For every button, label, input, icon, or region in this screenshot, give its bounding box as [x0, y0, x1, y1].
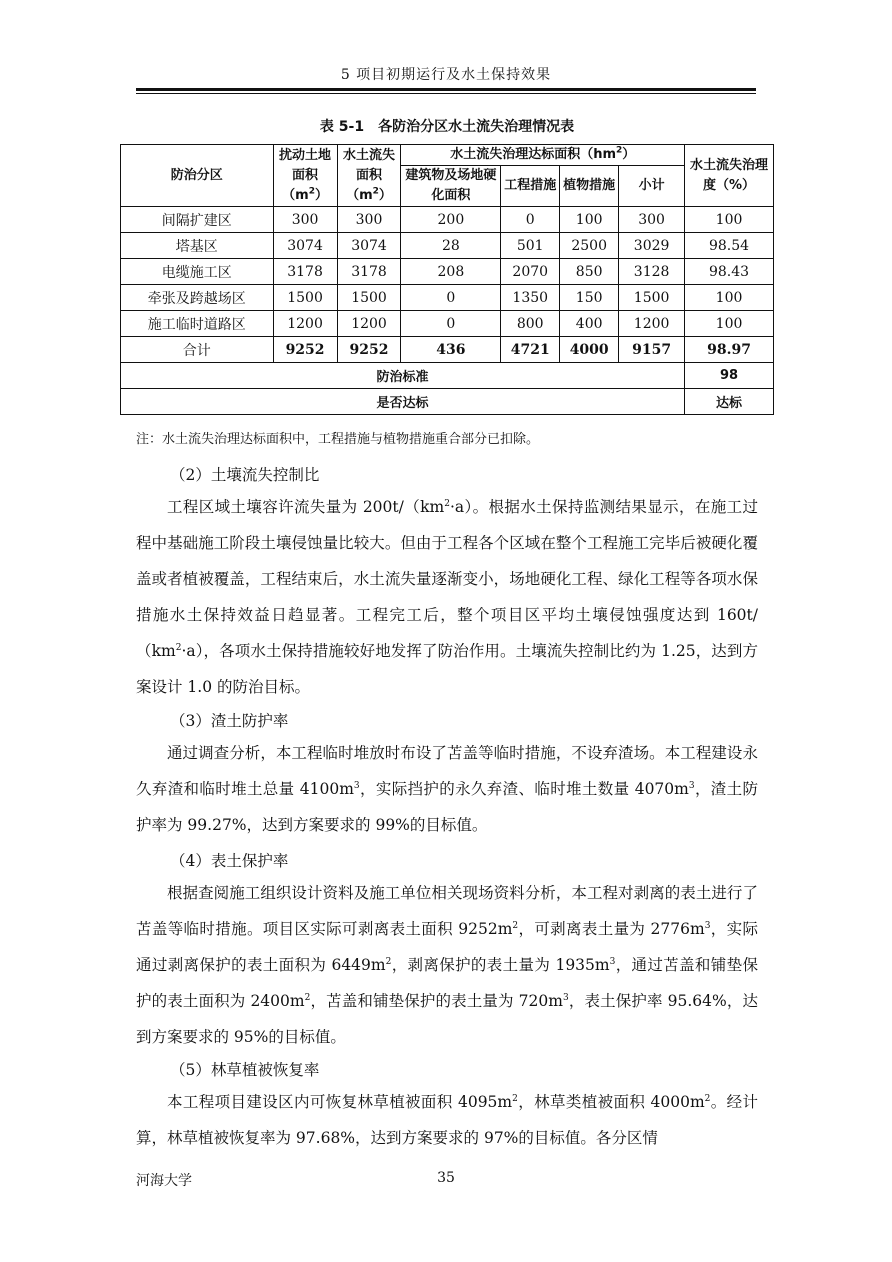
cell-disturbed: 9252 [273, 337, 337, 363]
cell-subtotal: 300 [619, 207, 685, 233]
cell-building: 0 [401, 311, 501, 337]
section-4-heading: （4）表土保护率 [170, 852, 289, 870]
cell-building: 200 [401, 207, 501, 233]
cell-subtotal: 3128 [619, 259, 685, 285]
cell-zone: 间隔扩建区 [121, 207, 274, 233]
cell-erosion: 3178 [337, 259, 401, 285]
cell-zone: 合计 [121, 337, 274, 363]
table-row [121, 311, 774, 337]
cell-building: 28 [401, 233, 501, 259]
table-compliance-row [121, 389, 774, 415]
cell-plant: 400 [560, 311, 619, 337]
table-title [120, 116, 774, 136]
cell-zone: 塔基区 [121, 233, 274, 259]
header-plant: 植物措施 [560, 166, 619, 207]
cell-building: 436 [401, 337, 501, 363]
cell-degree: 98.43 [685, 259, 774, 285]
cell-plant: 850 [560, 259, 619, 285]
section-5-heading: （5）林草植被恢复率 [170, 1061, 320, 1079]
page-header: 5 项目初期运行及水土保持效果 [340, 67, 552, 83]
cell-erosion: 1500 [337, 285, 401, 311]
cell-zone: 电缆施工区 [121, 259, 274, 285]
cell-plant: 2500 [560, 233, 619, 259]
header-treatment-degree: 水土流失治理度（%） [685, 145, 774, 207]
cell-degree: 98.54 [685, 233, 774, 259]
header-zone: 防治分区 [121, 145, 274, 207]
cell-degree: 100 [685, 311, 774, 337]
cell-building: 208 [401, 259, 501, 285]
table-title-text: 各防治分区水土流失治理情况表 [378, 119, 575, 135]
table-number: 表 5-1 [319, 119, 365, 135]
cell-disturbed: 3178 [273, 259, 337, 285]
cell-subtotal: 9157 [619, 337, 685, 363]
compliance-value: 达标 [685, 389, 774, 415]
section-2-body: 工程区域土壤容许流失量为 $200t/(km^2\cdot a)$。根据水土保持监测结果显示，在施工过程中基础施工阶段土壤侵蚀量比较大。但由于工程各个区域在整个工程施工完毕后被硬化覆盖或者植被覆盖，工程结束后，水土流失量逐渐变小，场地硬化工程、绿化工程等各项水保措施水土保持效益日趋显著。工程完工后，整个项目区平均土壤侵蚀强度达到 $160t/(km^2\cdot a)$，各项水土保持措施较好地发挥了防治作用。土壤流失控制比约为 1.25，达到方案设计 1.0 的防治目标。 [136, 498, 759, 696]
header-subtotal: 小计 [619, 166, 685, 207]
cell-degree: 98.97 [685, 337, 774, 363]
cell-engineering: 1350 [501, 285, 560, 311]
section-4-body: 根据查阅施工组织设计资料及施工单位相关现场资料分析，本工程对剥离的表土进行了苫盖等临时措施。项目区实际可剥离表土面积 $9252m^2$，可剥离表土量为 $2776m^3$，实际通过剥离保护的表土面积为 $6449m^2$，剥离保护的表土量为 $1935m^3$，通过苫盖和铺垫保护的表土面积为 $2400m^2$，苫盖和铺垫保护的表土量为 $720m^3$，表土保护率 95.64%，达到方案要求的 95%的目标值。 [136, 884, 758, 1046]
page-number: 35 [437, 1170, 455, 1186]
erosion-treatment-table [120, 144, 774, 415]
cell-disturbed: 1200 [273, 311, 337, 337]
cell-degree: 100 [685, 285, 774, 311]
header-rule-thick [136, 88, 756, 91]
section-3-body: 通过调查分析，本工程临时堆放时布设了苫盖等临时措施，不设弃渣场。本工程建设永久弃渣和临时堆土总量 $4100m^3$，实际挡护的永久弃渣、临时堆土数量 $4070m^3$，渣土防护率为 99.27%，达到方案要求的 99%的目标值。 [136, 744, 758, 834]
cell-zone: 牵张及跨越场区 [121, 285, 274, 311]
cell-degree: 100 [685, 207, 774, 233]
header-disturbed-area: 扰动土地面积 $(m^2)$ [273, 145, 337, 207]
cell-plant: 4000 [560, 337, 619, 363]
cell-engineering: 2070 [501, 259, 560, 285]
cell-building: 0 [401, 285, 501, 311]
cell-erosion: 1200 [337, 311, 401, 337]
cell-subtotal: 1500 [619, 285, 685, 311]
section-2-heading: （2）土壤流失控制比 [170, 466, 320, 484]
cell-disturbed: 300 [273, 207, 337, 233]
header-rule-thin [136, 93, 756, 94]
cell-engineering: 4721 [501, 337, 560, 363]
table-row [121, 207, 774, 233]
section-5-body: 本工程项目建设区内可恢复林草植被面积 $4095m^2$，林草类植被面积 $4000m^2$。经计算，林草植被恢复率为 97.68%，达到方案要求的 97%的目标值。各分区情 [136, 1093, 758, 1147]
header-building: 建筑物及场地硬化面积 [401, 166, 501, 207]
cell-subtotal: 1200 [619, 311, 685, 337]
header-treated-area-group: 水土流失治理达标面积$(hm^2)$ [401, 145, 685, 166]
cell-disturbed: 1500 [273, 285, 337, 311]
cell-erosion: 300 [337, 207, 401, 233]
standard-value: 98 [685, 363, 774, 389]
cell-subtotal: 3029 [619, 233, 685, 259]
table-row [121, 233, 774, 259]
standard-label: 防治标准 [121, 363, 685, 389]
table-row [121, 259, 774, 285]
table-note: 注：水土流失治理达标面积中，工程措施与植物措施重合部分已扣除。 [136, 432, 540, 447]
table-standard-row [121, 363, 774, 389]
header-engineering: 工程措施 [501, 166, 560, 207]
table-total-row [121, 337, 774, 363]
cell-engineering: 501 [501, 233, 560, 259]
footer-institution: 河海大学 [136, 1173, 192, 1189]
cell-engineering: 800 [501, 311, 560, 337]
cell-plant: 100 [560, 207, 619, 233]
compliance-label: 是否达标 [121, 389, 685, 415]
cell-zone: 施工临时道路区 [121, 311, 274, 337]
table-row [121, 285, 774, 311]
header-erosion-area: 水土流失面积 $(m^2)$ [337, 145, 401, 207]
cell-erosion: 9252 [337, 337, 401, 363]
cell-erosion: 3074 [337, 233, 401, 259]
cell-engineering: 0 [501, 207, 560, 233]
section-3-heading: （3）渣土防护率 [170, 712, 289, 730]
cell-plant: 150 [560, 285, 619, 311]
cell-disturbed: 3074 [273, 233, 337, 259]
